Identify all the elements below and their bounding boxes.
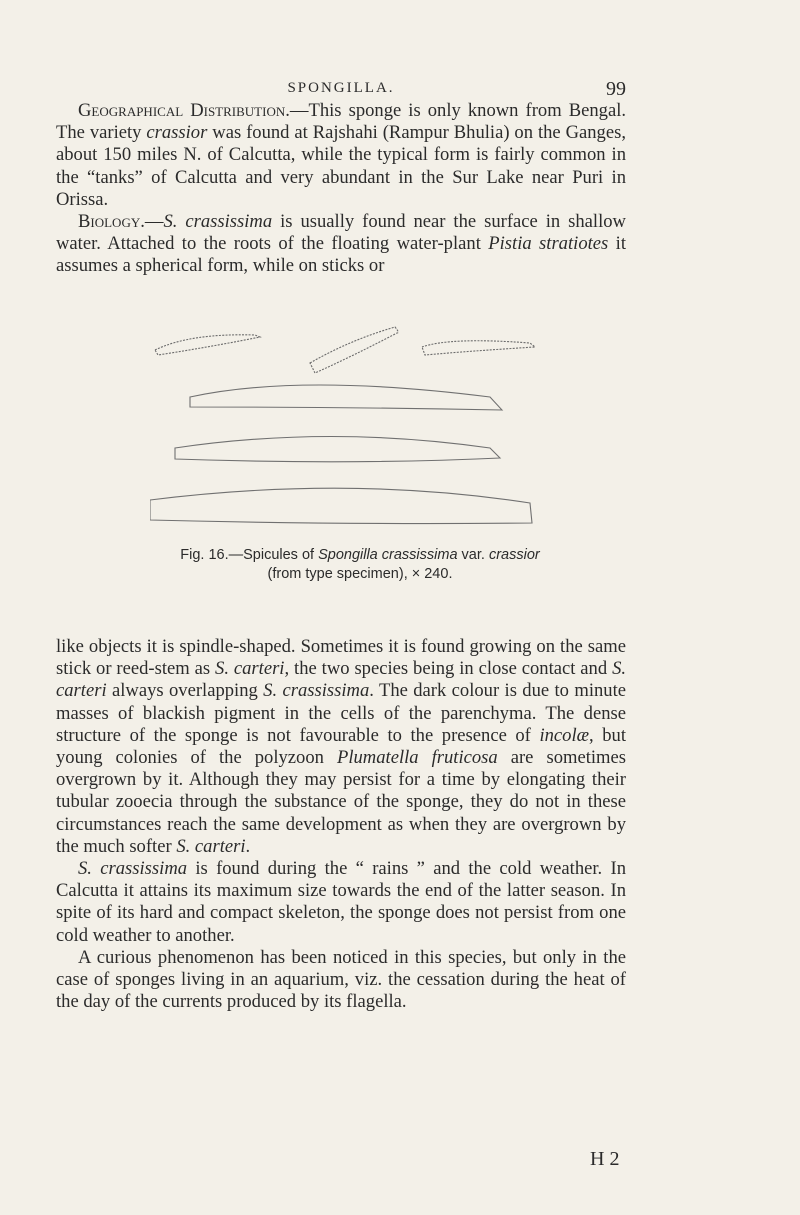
- spicule-large-3: [150, 488, 532, 523]
- text-span: always overlapping: [106, 680, 264, 702]
- spicule-small-3: [422, 341, 535, 355]
- text-span: .: [245, 835, 251, 857]
- text-block-bottom: [56, 636, 626, 1013]
- spicule-small-2: [310, 327, 398, 373]
- text-span: —: [144, 211, 164, 233]
- italic-span: incolæ: [539, 724, 590, 746]
- text-span: is found during the “ rains ” and the cold weather. In Calcutta it attains its maximum size towards the end of the latter season. In spite of its hard and compact skeleton, the sponge does not persist from one cold weather to another.: [56, 858, 626, 946]
- text-block-top: [56, 100, 626, 278]
- italic-span: S. crassissima: [163, 211, 273, 233]
- text-span: , but young colonies of the polyzoon: [56, 724, 626, 769]
- italic-span: Pistia stratiotes: [488, 233, 609, 255]
- caption-line-2: (from type specimen), × 240.: [267, 566, 453, 582]
- biology-paragraph: [56, 211, 626, 278]
- italic-span: S. carteri: [56, 658, 627, 702]
- italic-span: S. crassissima: [263, 680, 370, 702]
- running-head: SPONGILLA.: [287, 80, 395, 96]
- text-span: , the two species being in close contact and: [284, 658, 613, 680]
- caption-line-1: [150, 546, 570, 565]
- section-heading: Geographical Distribution.: [78, 100, 290, 121]
- spicule-large-2: [175, 437, 500, 462]
- caption-text: var.: [457, 547, 489, 563]
- page-number: 99: [606, 78, 626, 100]
- caption-italic: crassior: [488, 547, 540, 563]
- italic-span: S. carteri: [176, 835, 246, 857]
- continued-paragraph: [56, 636, 626, 858]
- caption-text: Fig. 16.—Spicules of: [180, 547, 319, 563]
- italic-span: S. crassissima: [78, 858, 188, 880]
- italic-span: Plumatella fruticosa: [336, 747, 498, 769]
- text-span: . The dark colour is due to minute masses of blackish pigment in the cells of the parenchyma. The dense structure of the sponge is not favourable to the presence of: [56, 680, 626, 746]
- geographical-distribution-paragraph: [56, 100, 626, 211]
- text-span: are sometimes overgrown by it. Although they may persist for a time by elongating their tubular zooecia through the substance of the sponge, they do not in these circumstances reach the same development as when they are overgrown by the much softer: [56, 747, 626, 857]
- seasonality-paragraph: [56, 858, 626, 947]
- text-span: like objects it is spindle-shaped. Sometimes it is found growing on the same stick or reed-stem as: [56, 636, 626, 680]
- figure-caption: [150, 546, 570, 584]
- caption-italic: Spongilla crassissima: [318, 547, 458, 563]
- italic-span: crassior: [146, 122, 208, 144]
- text-span: was found at Rajshahi (Rampur Bhulia) on the Ganges, about 150 miles N. of Calcutta, while the typical form is fairly common in the “tanks” of Calcutta and very abundant in the Sur Lake near Puri in Orissa.: [56, 122, 626, 210]
- spicule-small-1: [155, 335, 260, 355]
- spicule-figure: [150, 325, 560, 530]
- spicules-illustration: [150, 325, 560, 530]
- text-span: it assumes a spherical form, while on sticks or: [56, 233, 627, 277]
- spicule-large-1: [190, 385, 502, 410]
- signature-mark: H 2: [590, 1148, 620, 1170]
- page-header: [56, 78, 626, 102]
- italic-span: S. carteri: [215, 658, 285, 680]
- phenomenon-paragraph: [56, 947, 626, 1014]
- text-span: —This sponge is only known from Bengal. The variety: [56, 100, 627, 144]
- text-span: A curious phenomenon has been noticed in this species, but only in the case of sponges living in an aquarium, viz. the cessation during the heat of the day of the currents produced by its flagella.: [56, 946, 626, 1013]
- text-span: is usually found near the surface in shallow water. Attached to the roots of the floating water-plant: [56, 211, 626, 255]
- section-heading: Biology.: [78, 211, 145, 233]
